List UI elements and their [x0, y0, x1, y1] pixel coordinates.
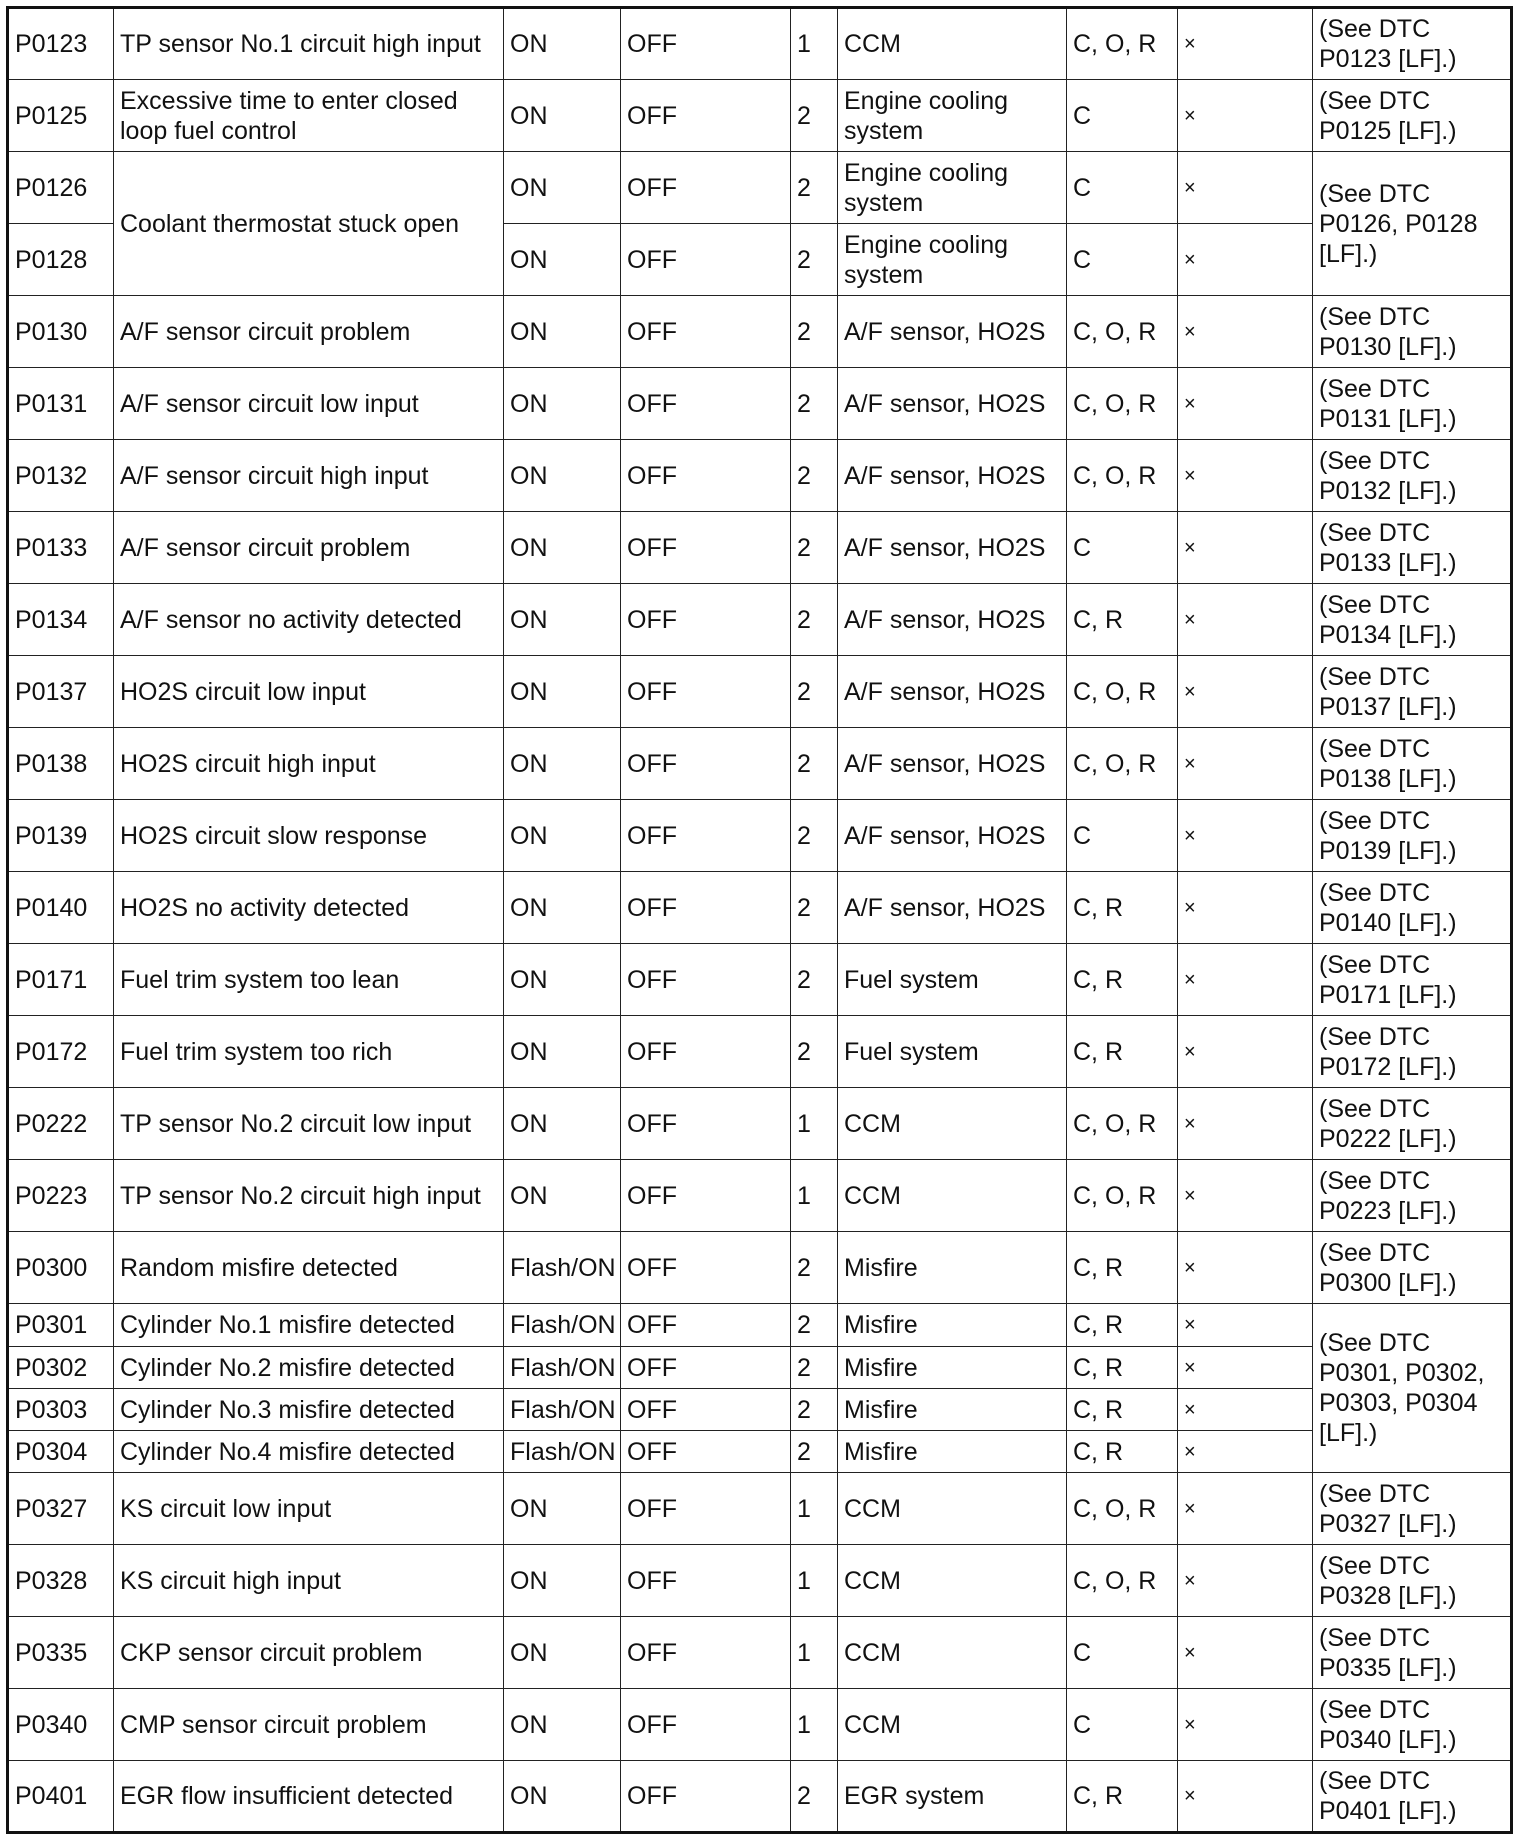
dtc-code: P0335 [8, 1617, 114, 1689]
table-row [8, 872, 1512, 944]
table-row [8, 1347, 1512, 1389]
system-name: A/F sensor, HO2S [838, 584, 1067, 656]
mil-status: Flash/ON [504, 1389, 621, 1431]
detection-item: Coolant thermostat stuck open [114, 152, 504, 296]
detection-item: TP sensor No.1 circuit high input [114, 8, 504, 80]
trip-count: 2 [791, 872, 838, 944]
mil-status: ON [504, 1473, 621, 1545]
dtc-code: P0137 [8, 656, 114, 728]
reference-link[interactable]: (See DTC P0327 [LF].) [1313, 1473, 1512, 1545]
detection-item: TP sensor No.2 circuit low input [114, 1088, 504, 1160]
memory-status: OFF [621, 152, 791, 224]
system-name: Misfire [838, 1389, 1067, 1431]
mil-status: ON [504, 440, 621, 512]
table-row [8, 512, 1512, 584]
memory-status: OFF [621, 296, 791, 368]
reference-link[interactable]: (See DTC P0140 [LF].) [1313, 872, 1512, 944]
cross-mark: × [1178, 1689, 1313, 1761]
table-row [8, 1232, 1512, 1304]
cross-mark: × [1178, 944, 1313, 1016]
trip-count: 2 [791, 224, 838, 296]
trip-count: 2 [791, 152, 838, 224]
memory-status: OFF [621, 1689, 791, 1761]
table-row [8, 1389, 1512, 1431]
trip-count: 1 [791, 1160, 838, 1232]
dtc-code: P0134 [8, 584, 114, 656]
memory-status: OFF [621, 800, 791, 872]
test-condition: C, R [1067, 872, 1178, 944]
dtc-code: P0130 [8, 296, 114, 368]
trip-count: 2 [791, 584, 838, 656]
detection-item: A/F sensor no activity detected [114, 584, 504, 656]
dtc-code: P0133 [8, 512, 114, 584]
test-condition: C, O, R [1067, 1545, 1178, 1617]
reference-link[interactable]: (See DTC P0223 [LF].) [1313, 1160, 1512, 1232]
trip-count: 1 [791, 1473, 838, 1545]
dtc-code: P0125 [8, 80, 114, 152]
cross-mark: × [1178, 368, 1313, 440]
mil-status: Flash/ON [504, 1347, 621, 1389]
cross-mark: × [1178, 1347, 1313, 1389]
table-row [8, 1617, 1512, 1689]
detection-item: Cylinder No.4 misfire detected [114, 1431, 504, 1473]
table-row [8, 584, 1512, 656]
dtc-code: P0171 [8, 944, 114, 1016]
table-row [8, 368, 1512, 440]
table-row [8, 80, 1512, 152]
trip-count: 2 [791, 1347, 838, 1389]
reference-link[interactable]: (See DTC P0126, P0128 [LF].) [1313, 152, 1512, 296]
memory-status: OFF [621, 872, 791, 944]
system-name: Engine cooling system [838, 224, 1067, 296]
memory-status: OFF [621, 8, 791, 80]
mil-status: ON [504, 872, 621, 944]
table-row [8, 1689, 1512, 1761]
detection-item: HO2S circuit low input [114, 656, 504, 728]
test-condition: C, O, R [1067, 368, 1178, 440]
test-condition: C, O, R [1067, 1088, 1178, 1160]
dtc-table-page [6, 6, 1510, 1840]
test-condition: C, R [1067, 1304, 1178, 1347]
reference-link[interactable]: (See DTC P0171 [LF].) [1313, 944, 1512, 1016]
system-name: CCM [838, 1545, 1067, 1617]
mil-status: Flash/ON [504, 1232, 621, 1304]
detection-item: EGR flow insufficient detected [114, 1761, 504, 1833]
system-name: CCM [838, 8, 1067, 80]
dtc-code: P0401 [8, 1761, 114, 1833]
mil-status: ON [504, 1160, 621, 1232]
trip-count: 2 [791, 368, 838, 440]
trip-count: 2 [791, 728, 838, 800]
trip-count: 2 [791, 656, 838, 728]
cross-mark: × [1178, 1016, 1313, 1088]
dtc-code: P0327 [8, 1473, 114, 1545]
table-row [8, 1304, 1512, 1347]
detection-item: HO2S no activity detected [114, 872, 504, 944]
dtc-code: P0126 [8, 152, 114, 224]
dtc-code: P0123 [8, 8, 114, 80]
cross-mark: × [1178, 872, 1313, 944]
dtc-code: P0138 [8, 728, 114, 800]
reference-link[interactable]: (See DTC P0132 [LF].) [1313, 440, 1512, 512]
trip-count: 2 [791, 440, 838, 512]
mil-status: ON [504, 656, 621, 728]
reference-link[interactable]: (See DTC P0328 [LF].) [1313, 1545, 1512, 1617]
system-name: EGR system [838, 1761, 1067, 1833]
mil-status: ON [504, 944, 621, 1016]
cross-mark: × [1178, 1545, 1313, 1617]
detection-item: KS circuit high input [114, 1545, 504, 1617]
mil-status: ON [504, 512, 621, 584]
system-name: Engine cooling system [838, 80, 1067, 152]
mil-status: ON [504, 80, 621, 152]
system-name: Misfire [838, 1347, 1067, 1389]
reference-link[interactable]: (See DTC P0340 [LF].) [1313, 1689, 1512, 1761]
cross-mark: × [1178, 800, 1313, 872]
reference-link[interactable]: (See DTC P0172 [LF].) [1313, 1016, 1512, 1088]
system-name: CCM [838, 1473, 1067, 1545]
cross-mark: × [1178, 512, 1313, 584]
trip-count: 1 [791, 8, 838, 80]
test-condition: C, O, R [1067, 1473, 1178, 1545]
mil-status: Flash/ON [504, 1304, 621, 1347]
system-name: A/F sensor, HO2S [838, 800, 1067, 872]
dtc-code: P0128 [8, 224, 114, 296]
detection-item: HO2S circuit slow response [114, 800, 504, 872]
cross-mark: × [1178, 1304, 1313, 1347]
reference-link[interactable]: (See DTC P0335 [LF].) [1313, 1617, 1512, 1689]
trip-count: 2 [791, 1761, 838, 1833]
reference-link[interactable]: (See DTC P0130 [LF].) [1313, 296, 1512, 368]
cross-mark: × [1178, 1431, 1313, 1473]
reference-link[interactable]: (See DTC P0222 [LF].) [1313, 1088, 1512, 1160]
memory-status: OFF [621, 944, 791, 1016]
system-name: A/F sensor, HO2S [838, 512, 1067, 584]
reference-link[interactable]: (See DTC P0300 [LF].) [1313, 1232, 1512, 1304]
cross-mark: × [1178, 1473, 1313, 1545]
detection-item: TP sensor No.2 circuit high input [114, 1160, 504, 1232]
trip-count: 1 [791, 1088, 838, 1160]
memory-status: OFF [621, 440, 791, 512]
dtc-code: P0140 [8, 872, 114, 944]
trip-count: 2 [791, 944, 838, 1016]
reference-link[interactable]: (See DTC P0133 [LF].) [1313, 512, 1512, 584]
table-row [8, 1545, 1512, 1617]
table-row [8, 296, 1512, 368]
trip-count: 2 [791, 1389, 838, 1431]
table-row [8, 1088, 1512, 1160]
detection-item: Random misfire detected [114, 1232, 504, 1304]
system-name: CCM [838, 1088, 1067, 1160]
cross-mark: × [1178, 1761, 1313, 1833]
cross-mark: × [1178, 728, 1313, 800]
system-name: A/F sensor, HO2S [838, 368, 1067, 440]
mil-status: ON [504, 800, 621, 872]
table-row [8, 152, 1512, 224]
detection-item: Fuel trim system too rich [114, 1016, 504, 1088]
dtc-code: P0301 [8, 1304, 114, 1347]
system-name: Misfire [838, 1431, 1067, 1473]
detection-item: A/F sensor circuit problem [114, 512, 504, 584]
cross-mark: × [1178, 224, 1313, 296]
trip-count: 2 [791, 800, 838, 872]
mil-status: ON [504, 224, 621, 296]
reference-link[interactable]: (See DTC P0125 [LF].) [1313, 80, 1512, 152]
memory-status: OFF [621, 80, 791, 152]
system-name: Misfire [838, 1232, 1067, 1304]
test-condition: C, O, R [1067, 296, 1178, 368]
test-condition: C [1067, 1617, 1178, 1689]
mil-status: ON [504, 152, 621, 224]
memory-status: OFF [621, 1431, 791, 1473]
dtc-code: P0223 [8, 1160, 114, 1232]
cross-mark: × [1178, 656, 1313, 728]
detection-item: Excessive time to enter closed loop fuel control [114, 80, 504, 152]
cross-mark: × [1178, 296, 1313, 368]
dtc-code: P0303 [8, 1389, 114, 1431]
mil-status: ON [504, 1761, 621, 1833]
memory-status: OFF [621, 1473, 791, 1545]
cross-mark: × [1178, 8, 1313, 80]
memory-status: OFF [621, 584, 791, 656]
detection-item: A/F sensor circuit low input [114, 368, 504, 440]
trip-count: 2 [791, 1431, 838, 1473]
system-name: Fuel system [838, 944, 1067, 1016]
cross-mark: × [1178, 1617, 1313, 1689]
reference-link[interactable]: (See DTC P0301, P0302, P0303, P0304 [LF].) [1313, 1304, 1512, 1473]
system-name: Engine cooling system [838, 152, 1067, 224]
system-name: A/F sensor, HO2S [838, 440, 1067, 512]
reference-link[interactable]: (See DTC P0138 [LF].) [1313, 728, 1512, 800]
dtc-code: P0302 [8, 1347, 114, 1389]
table-row [8, 440, 1512, 512]
system-name: Fuel system [838, 1016, 1067, 1088]
dtc-code: P0222 [8, 1088, 114, 1160]
mil-status: Flash/ON [504, 1431, 621, 1473]
test-condition: C, O, R [1067, 8, 1178, 80]
detection-item: KS circuit low input [114, 1473, 504, 1545]
memory-status: OFF [621, 1088, 791, 1160]
memory-status: OFF [621, 512, 791, 584]
system-name: CCM [838, 1689, 1067, 1761]
test-condition: C [1067, 224, 1178, 296]
test-condition: C [1067, 152, 1178, 224]
test-condition: C [1067, 512, 1178, 584]
mil-status: ON [504, 8, 621, 80]
table-row [8, 1431, 1512, 1473]
dtc-code: P0172 [8, 1016, 114, 1088]
reference-link[interactable]: (See DTC P0137 [LF].) [1313, 656, 1512, 728]
system-name: A/F sensor, HO2S [838, 296, 1067, 368]
memory-status: OFF [621, 1016, 791, 1088]
table-row [8, 728, 1512, 800]
trip-count: 2 [791, 1232, 838, 1304]
test-condition: C, O, R [1067, 1160, 1178, 1232]
table-row [8, 1761, 1512, 1833]
memory-status: OFF [621, 1761, 791, 1833]
system-name: A/F sensor, HO2S [838, 728, 1067, 800]
test-condition: C, R [1067, 1431, 1178, 1473]
trip-count: 2 [791, 512, 838, 584]
test-condition: C, R [1067, 584, 1178, 656]
reference-link[interactable]: (See DTC P0131 [LF].) [1313, 368, 1512, 440]
memory-status: OFF [621, 1389, 791, 1431]
test-condition: C, O, R [1067, 440, 1178, 512]
detection-item: CKP sensor circuit problem [114, 1617, 504, 1689]
table-row [8, 8, 1512, 80]
detection-item: Cylinder No.3 misfire detected [114, 1389, 504, 1431]
memory-status: OFF [621, 1304, 791, 1347]
reference-link[interactable]: (See DTC P0139 [LF].) [1313, 800, 1512, 872]
test-condition: C [1067, 80, 1178, 152]
system-name: CCM [838, 1160, 1067, 1232]
trip-count: 1 [791, 1617, 838, 1689]
dtc-code: P0340 [8, 1689, 114, 1761]
mil-status: ON [504, 1088, 621, 1160]
dtc-code: P0131 [8, 368, 114, 440]
detection-item: Cylinder No.1 misfire detected [114, 1304, 504, 1347]
detection-item: HO2S circuit high input [114, 728, 504, 800]
memory-status: OFF [621, 728, 791, 800]
reference-link[interactable]: (See DTC P0123 [LF].) [1313, 8, 1512, 80]
mil-status: ON [504, 584, 621, 656]
detection-item: A/F sensor circuit problem [114, 296, 504, 368]
system-name: Misfire [838, 1304, 1067, 1347]
test-condition: C [1067, 800, 1178, 872]
system-name: CCM [838, 1617, 1067, 1689]
trip-count: 2 [791, 296, 838, 368]
table-row [8, 944, 1512, 1016]
table-row [8, 1473, 1512, 1545]
test-condition: C, R [1067, 1761, 1178, 1833]
dtc-code: P0132 [8, 440, 114, 512]
mil-status: ON [504, 368, 621, 440]
test-condition: C, O, R [1067, 728, 1178, 800]
cross-mark: × [1178, 1389, 1313, 1431]
test-condition: C, R [1067, 1016, 1178, 1088]
test-condition: C, O, R [1067, 656, 1178, 728]
memory-status: OFF [621, 368, 791, 440]
cross-mark: × [1178, 1088, 1313, 1160]
mil-status: ON [504, 728, 621, 800]
dtc-code: P0300 [8, 1232, 114, 1304]
detection-item: A/F sensor circuit high input [114, 440, 504, 512]
test-condition: C [1067, 1689, 1178, 1761]
memory-status: OFF [621, 656, 791, 728]
cross-mark: × [1178, 1232, 1313, 1304]
table-row [8, 1160, 1512, 1232]
memory-status: OFF [621, 1617, 791, 1689]
cross-mark: × [1178, 80, 1313, 152]
dtc-code: P0304 [8, 1431, 114, 1473]
memory-status: OFF [621, 1347, 791, 1389]
test-condition: C, R [1067, 944, 1178, 1016]
cross-mark: × [1178, 584, 1313, 656]
detection-item: Cylinder No.2 misfire detected [114, 1347, 504, 1389]
dtc-code: P0328 [8, 1545, 114, 1617]
system-name: A/F sensor, HO2S [838, 656, 1067, 728]
memory-status: OFF [621, 1545, 791, 1617]
table-row [8, 800, 1512, 872]
trip-count: 2 [791, 1304, 838, 1347]
cross-mark: × [1178, 440, 1313, 512]
cross-mark: × [1178, 152, 1313, 224]
reference-link[interactable]: (See DTC P0401 [LF].) [1313, 1761, 1512, 1833]
trip-count: 1 [791, 1545, 838, 1617]
mil-status: ON [504, 1617, 621, 1689]
dtc-table [6, 6, 1513, 1834]
memory-status: OFF [621, 1232, 791, 1304]
mil-status: ON [504, 1016, 621, 1088]
reference-link[interactable]: (See DTC P0134 [LF].) [1313, 584, 1512, 656]
detection-item: CMP sensor circuit problem [114, 1689, 504, 1761]
memory-status: OFF [621, 224, 791, 296]
test-condition: C, R [1067, 1389, 1178, 1431]
test-condition: C, R [1067, 1232, 1178, 1304]
mil-status: ON [504, 1689, 621, 1761]
table-row [8, 656, 1512, 728]
trip-count: 1 [791, 1689, 838, 1761]
trip-count: 2 [791, 80, 838, 152]
mil-status: ON [504, 1545, 621, 1617]
table-row [8, 1016, 1512, 1088]
detection-item: Fuel trim system too lean [114, 944, 504, 1016]
memory-status: OFF [621, 1160, 791, 1232]
trip-count: 2 [791, 1016, 838, 1088]
test-condition: C, R [1067, 1347, 1178, 1389]
dtc-code: P0139 [8, 800, 114, 872]
mil-status: ON [504, 296, 621, 368]
cross-mark: × [1178, 1160, 1313, 1232]
system-name: A/F sensor, HO2S [838, 872, 1067, 944]
